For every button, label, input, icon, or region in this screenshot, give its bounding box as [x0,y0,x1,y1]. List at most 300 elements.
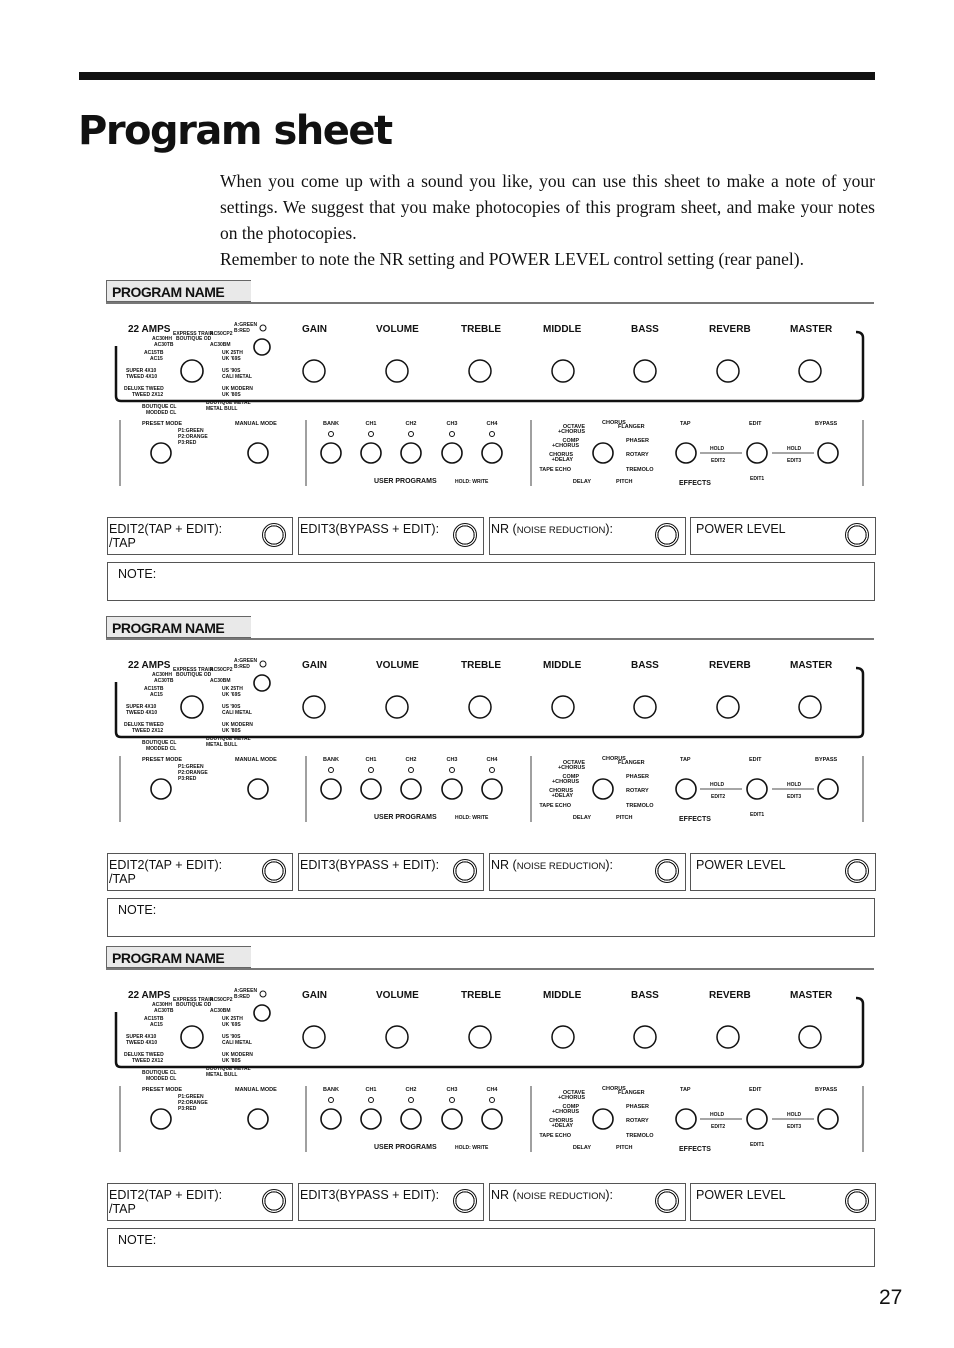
edit-button-icon [747,779,767,799]
hold-label-2: HOLD [787,782,802,788]
knob-label-gain: GAIN [302,990,327,1001]
effect-left-4: CHORUS [549,788,573,794]
effect-right-4: TREMOLO [626,803,654,809]
edit2-cell[interactable] [107,517,293,555]
nr-label-suffix: ): [605,1188,614,1202]
power-level-label: POWER LEVEL [696,522,786,536]
hold-write-label: HOLD: WRITE [455,1145,489,1151]
manual-mode-button-icon [248,1109,268,1129]
button-label-ch4: CH4 [486,421,498,427]
edit2-label-tap: /TAP [109,1202,136,1216]
amp-right-5: CALI METAL [222,374,252,380]
edit-label: EDIT [749,757,762,763]
effect-left-2: COMP [562,438,579,444]
hold-label-1: HOLD [710,782,725,788]
intro-paragraph-1: When you come up with a sound you like, you can use this sheet to make a note of your settings. We suggest that you make photocopies of this program sheet, and make your notes on the photocopies. [220,171,875,243]
button-bank-icon [321,779,341,799]
button-label-ch1: CH1 [365,1087,377,1093]
amp-indicator-green: A:GREEN [234,322,258,328]
panel-group [116,322,863,487]
edit1-label: EDIT1 [750,476,765,482]
effect-left-5: +DELAY [551,793,573,799]
amp-panel-diagram [106,652,876,852]
edit2-knob-icon [262,859,286,883]
edit2-label: EDIT2(TAP + EDIT): [109,858,223,872]
bypass-label: BYPASS [815,1087,838,1093]
button-label-ch1: CH1 [365,421,377,427]
amp-right-4: US '90S [222,368,241,374]
program-name-label: PROGRAM NAME [112,283,225,300]
amp-type-knob-icon [254,1005,270,1021]
manual-mode-label: MANUAL MODE [235,757,277,763]
knob-label-treble: TREBLE [461,990,501,1001]
edit3-label: EDIT3(BYPASS + EDIT): [300,1188,440,1202]
amp-select-knob-icon [181,696,203,718]
amp-right-2: UK 25TH [222,350,243,356]
edit3-cell[interactable] [298,517,484,555]
effect-right-0: CHORUS [602,1086,626,1092]
knob-label-middle: MIDDLE [543,324,582,335]
amp-right-2: UK 25TH [222,1016,243,1022]
effect-left-0: OCTAVE [562,760,585,766]
effect-left-6: TAPE ECHO [539,1133,571,1139]
button-led-ch3-icon [450,768,455,773]
button-led-ch3-icon [450,432,455,437]
button-led-bank-icon [329,768,334,773]
effect-left-1: +CHORUS [557,765,585,771]
preset-mode-label: PRESET MODE [142,1087,183,1093]
effect-left-3: +CHORUS [551,443,579,449]
amp-left-0: AC30HH [152,1002,173,1008]
bypass-button-icon [818,1109,838,1129]
amp-right-9: METAL BULL [206,1072,238,1078]
knob-label-reverb: REVERB [709,324,751,335]
button-label-ch2: CH2 [405,757,417,763]
user-programs-label: USER PROGRAMS [374,478,437,485]
hold-write-label: HOLD: WRITE [455,815,489,821]
button-led-ch4-icon [490,768,495,773]
knob-label-middle: MIDDLE [543,990,582,1001]
edit1-label: EDIT1 [750,812,765,818]
manual-mode-button-icon [248,443,268,463]
amps-label: 22 AMPS [128,660,171,671]
button-label-ch1: CH1 [365,757,377,763]
power-level-label: POWER LEVEL [696,1188,786,1202]
amp-left-5: TWEED 4X10 [126,710,158,716]
amp-right-0: AC50CP2 [210,997,233,1003]
knob-bass-icon [634,696,656,718]
note-label: NOTE: [118,1233,157,1247]
knob-label-reverb: REVERB [709,990,751,1001]
amp-left-7: TWEED 2X12 [132,1058,164,1064]
amp-left-8: BOUTIQUE CL [142,740,177,746]
nr-label-prefix: NR ( [491,858,517,872]
amp-left-9: MODDED CL [146,410,177,416]
amp-express-train: EXPRESS TRAIN [173,331,214,337]
intro-text [220,168,875,272]
note-label: NOTE: [118,567,157,581]
button-led-ch2-icon [409,768,414,773]
edit-label: EDIT [749,1087,762,1093]
knob-gain-icon [303,696,325,718]
effect-right-2: PHASER [626,1104,649,1110]
amp-left-1: AC30TB [154,342,174,348]
button-ch3-icon [442,443,462,463]
amp-right-8: BOUTIQUE METAL [206,736,251,742]
effects-select-knob-icon [593,779,613,799]
amp-left-0: AC30HH [152,336,173,342]
edit2-knob-icon [262,523,286,547]
effect-right-5: PITCH [616,1145,633,1151]
page-number: 27 [879,1286,903,1309]
panel-group [116,988,863,1153]
amp-right-7: UK '80S [222,728,241,734]
amp-right-5: CALI METAL [222,710,252,716]
knob-label-reverb: REVERB [709,660,751,671]
note-field[interactable] [107,1228,875,1267]
amp-right-4: US '90S [222,1034,241,1040]
amp-indicator-green: A:GREEN [234,988,258,994]
button-label-ch3: CH3 [446,757,458,763]
button-led-ch1-icon [369,432,374,437]
power-level-knob-icon [845,1189,869,1213]
hold-label-1: HOLD [710,1112,725,1118]
edit2-label: EDIT2(TAP + EDIT): [109,1188,223,1202]
amp-left-3: AC15 [150,1022,163,1028]
edit3-mini-label: EDIT3 [787,794,802,800]
effect-right-5: PITCH [616,479,633,485]
nr-cell[interactable] [489,517,686,555]
note-field[interactable] [107,898,875,937]
knob-label-bass: BASS [631,990,659,1001]
effect-right-4: TREMOLO [626,1133,654,1139]
amp-left-2: AC15TB [144,1016,164,1022]
edit-label: EDIT [749,421,762,427]
effect-right-4: TREMOLO [626,467,654,473]
power-level-label: POWER LEVEL [696,858,786,872]
preset-mode-button-icon [151,779,171,799]
settings-row [107,1183,875,1223]
top-rule [79,72,875,80]
knob-master-icon [799,696,821,718]
effect-left-4: CHORUS [549,452,573,458]
edit3-label: EDIT3(BYPASS + EDIT): [300,522,440,536]
amp-left-8: BOUTIQUE CL [142,1070,177,1076]
amp-left-0: AC30HH [152,672,173,678]
knob-label-bass: BASS [631,660,659,671]
preset-mode-label: PRESET MODE [142,421,183,427]
amp-right-1: AC30BM [210,342,231,348]
bypass-button-icon [818,443,838,463]
button-label-bank: BANK [323,421,339,427]
hold-write-label: HOLD: WRITE [455,479,489,485]
amp-left-2: AC15TB [144,350,164,356]
effect-right-5: PITCH [616,815,633,821]
amp-left-9: MODDED CL [146,1076,177,1082]
effect-left-0: OCTAVE [562,1090,585,1096]
amps-label: 22 AMPS [128,990,171,1001]
knob-volume-icon [386,1026,408,1048]
knob-middle-icon [552,360,574,382]
button-label-bank: BANK [323,757,339,763]
preset-mode-button-icon [151,1109,171,1129]
knob-label-master: MASTER [790,324,833,335]
button-ch2-icon [401,443,421,463]
knob-reverb-icon [717,360,739,382]
button-led-ch4-icon [490,1098,495,1103]
knob-bass-icon [634,1026,656,1048]
edit2-cell[interactable] [107,853,293,891]
knob-label-volume: VOLUME [376,660,419,671]
effect-left-3: +CHORUS [551,1109,579,1115]
amp-left-5: TWEED 4X10 [126,374,158,380]
knob-label-gain: GAIN [302,324,327,335]
button-ch3-icon [442,1109,462,1129]
amp-left-1: AC30TB [154,1008,174,1014]
edit3-knob-icon [453,523,477,547]
effect-left-1: +CHORUS [557,1095,585,1101]
nr-knob-icon [655,859,679,883]
amp-select-knob-icon [181,360,203,382]
button-ch3-icon [442,779,462,799]
panel-group [116,658,863,823]
preset-mode-button-icon [151,443,171,463]
button-label-ch2: CH2 [405,1087,417,1093]
amp-boutique-od: BOUTIQUE OD [176,336,212,342]
manual-mode-label: MANUAL MODE [235,421,277,427]
button-bank-icon [321,1109,341,1129]
edit2-mini-label: EDIT2 [711,458,726,464]
amp-left-6: DELUXE TWEED [124,1052,164,1058]
knob-label-treble: TREBLE [461,660,501,671]
button-label-ch3: CH3 [446,421,458,427]
effect-right-1: FLANGER [618,1090,645,1096]
edit3-knob-icon [453,859,477,883]
amp-express-train: EXPRESS TRAIN [173,667,214,673]
edit2-label: EDIT2(TAP + EDIT): [109,522,223,536]
amp-boutique-od: BOUTIQUE OD [176,1002,212,1008]
amp-left-5: TWEED 4X10 [126,1040,158,1046]
amp-right-0: AC50CP2 [210,667,233,673]
amp-type-knob-icon [254,675,270,691]
edit2-label-tap: /TAP [109,872,136,886]
effect-right-3: ROTARY [626,452,649,458]
preset-mode-label: PRESET MODE [142,757,183,763]
edit-button-icon [747,443,767,463]
button-led-ch3-icon [450,1098,455,1103]
knob-label-bass: BASS [631,324,659,335]
effects-label: EFFECTS [679,816,711,823]
settings-row [107,853,875,893]
amp-indicator-green: A:GREEN [234,658,258,664]
amp-right-7: UK '80S [222,392,241,398]
manual-mode-label: MANUAL MODE [235,1087,277,1093]
edit3-label: EDIT3(BYPASS + EDIT): [300,858,440,872]
button-label-ch4: CH4 [486,1087,498,1093]
hold-label-2: HOLD [787,446,802,452]
hold-label-1: HOLD [710,446,725,452]
bypass-button-icon [818,779,838,799]
knob-middle-icon [552,696,574,718]
hold-label-2: HOLD [787,1112,802,1118]
amp-left-9: MODDED CL [146,746,177,752]
nr-label-small: NOISE REDUCTION [516,861,606,872]
nr-label-suffix: ): [605,522,614,536]
page-title: Program sheet [78,108,392,154]
nr-cell[interactable] [489,853,686,891]
amp-select-knob-icon [181,1026,203,1048]
effect-left-2: COMP [562,1104,579,1110]
effect-left-2: COMP [562,774,579,780]
knob-label-gain: GAIN [302,660,327,671]
knob-volume-icon [386,696,408,718]
button-led-ch1-icon [369,1098,374,1103]
effect-left-0: OCTAVE [562,424,585,430]
intro-paragraph-2: Remember to note the NR setting and POWER LEVEL control setting (rear panel). [220,249,804,269]
button-ch4-icon [482,1109,502,1129]
nr-label-prefix: NR ( [491,522,517,536]
amp-left-3: AC15 [150,692,163,698]
effects-select-knob-icon [593,1109,613,1129]
tap-button-icon [676,1109,696,1129]
manual-mode-button-icon [248,779,268,799]
edit3-cell[interactable] [298,1183,484,1221]
nr-label-prefix: NR ( [491,1188,517,1202]
edit3-mini-label: EDIT3 [787,1124,802,1130]
amp-left-6: DELUXE TWEED [124,386,164,392]
button-led-bank-icon [329,1098,334,1103]
amp-right-6: UK MODERN [222,386,253,392]
bypass-label: BYPASS [815,421,838,427]
amp-right-6: UK MODERN [222,1052,253,1058]
effect-left-7: DELAY [572,1145,591,1151]
effect-right-1: FLANGER [618,760,645,766]
amp-indicator-red: B:RED [234,994,250,1000]
tap-label: TAP [680,757,691,763]
amp-right-3: UK '69S [222,692,241,698]
preset-color-1: P2:ORANGE [178,434,208,440]
button-led-ch1-icon [369,768,374,773]
tap-button-icon [676,443,696,463]
bypass-label: BYPASS [815,757,838,763]
edit-button-icon [747,1109,767,1129]
amp-right-3: UK '69S [222,356,241,362]
effect-left-5: +DELAY [551,457,573,463]
program-name-label: PROGRAM NAME [112,949,225,966]
note-field[interactable] [107,562,875,601]
amp-indicator-red: B:RED [234,664,250,670]
amps-label: 22 AMPS [128,324,171,335]
nr-label-small: NOISE REDUCTION [516,1191,606,1202]
effect-right-2: PHASER [626,774,649,780]
preset-color-2: P3:RED [178,440,197,446]
nr-cell[interactable] [489,1183,686,1221]
amp-left-4: SUPER 4X10 [126,368,157,374]
button-ch2-icon [401,1109,421,1129]
button-label-ch2: CH2 [405,421,417,427]
edit2-mini-label: EDIT2 [711,1124,726,1130]
button-led-ch2-icon [409,432,414,437]
amp-left-8: BOUTIQUE CL [142,404,177,410]
amp-right-1: AC30BM [210,1008,231,1014]
effect-right-2: PHASER [626,438,649,444]
tap-label: TAP [680,1087,691,1093]
button-led-ch4-icon [490,432,495,437]
nr-label-suffix: ): [605,858,614,872]
amp-right-4: US '90S [222,704,241,710]
amp-left-2: AC15TB [144,686,164,692]
edit2-cell[interactable] [107,1183,293,1221]
knob-middle-icon [552,1026,574,1048]
preset-color-0: P1:GREEN [178,1094,204,1100]
button-ch1-icon [361,779,381,799]
button-bank-icon [321,443,341,463]
tap-button-icon [676,779,696,799]
button-ch1-icon [361,443,381,463]
knob-treble-icon [469,360,491,382]
effect-left-7: DELAY [572,479,591,485]
knob-label-master: MASTER [790,660,833,671]
amp-led-icon [260,661,266,667]
knob-label-treble: TREBLE [461,324,501,335]
preset-color-0: P1:GREEN [178,428,204,434]
amp-right-8: BOUTIQUE METAL [206,1066,251,1072]
effect-left-6: TAPE ECHO [539,803,571,809]
edit3-cell[interactable] [298,853,484,891]
effects-select-knob-icon [593,443,613,463]
note-label: NOTE: [118,903,157,917]
button-ch1-icon [361,1109,381,1129]
amp-panel-diagram [106,316,876,516]
knob-label-master: MASTER [790,990,833,1001]
knob-treble-icon [469,1026,491,1048]
amp-boutique-od: BOUTIQUE OD [176,672,212,678]
effect-left-1: +CHORUS [557,429,585,435]
amp-type-knob-icon [254,339,270,355]
power-level-knob-icon [845,523,869,547]
nr-knob-icon [655,1189,679,1213]
amp-left-4: SUPER 4X10 [126,704,157,710]
preset-color-0: P1:GREEN [178,764,204,770]
effect-left-7: DELAY [572,815,591,821]
amp-right-2: UK 25TH [222,686,243,692]
button-label-bank: BANK [323,1087,339,1093]
amp-indicator-red: B:RED [234,328,250,334]
amp-right-9: METAL BULL [206,406,238,412]
button-ch4-icon [482,779,502,799]
edit3-knob-icon [453,1189,477,1213]
edit1-label: EDIT1 [750,1142,765,1148]
knob-label-middle: MIDDLE [543,660,582,671]
knob-reverb-icon [717,1026,739,1048]
effect-left-4: CHORUS [549,1118,573,1124]
effect-right-0: CHORUS [602,756,626,762]
button-ch2-icon [401,779,421,799]
button-label-ch4: CH4 [486,757,498,763]
power-level-cell[interactable] [690,1183,876,1221]
effect-right-3: ROTARY [626,1118,649,1124]
user-programs-label: USER PROGRAMS [374,1144,437,1151]
program-name-label: PROGRAM NAME [112,619,225,636]
power-level-cell[interactable] [690,517,876,555]
nr-label-small: NOISE REDUCTION [516,525,606,536]
power-level-cell[interactable] [690,853,876,891]
knob-master-icon [799,360,821,382]
knob-master-icon [799,1026,821,1048]
edit3-mini-label: EDIT3 [787,458,802,464]
effect-left-5: +DELAY [551,1123,573,1129]
user-programs-label: USER PROGRAMS [374,814,437,821]
